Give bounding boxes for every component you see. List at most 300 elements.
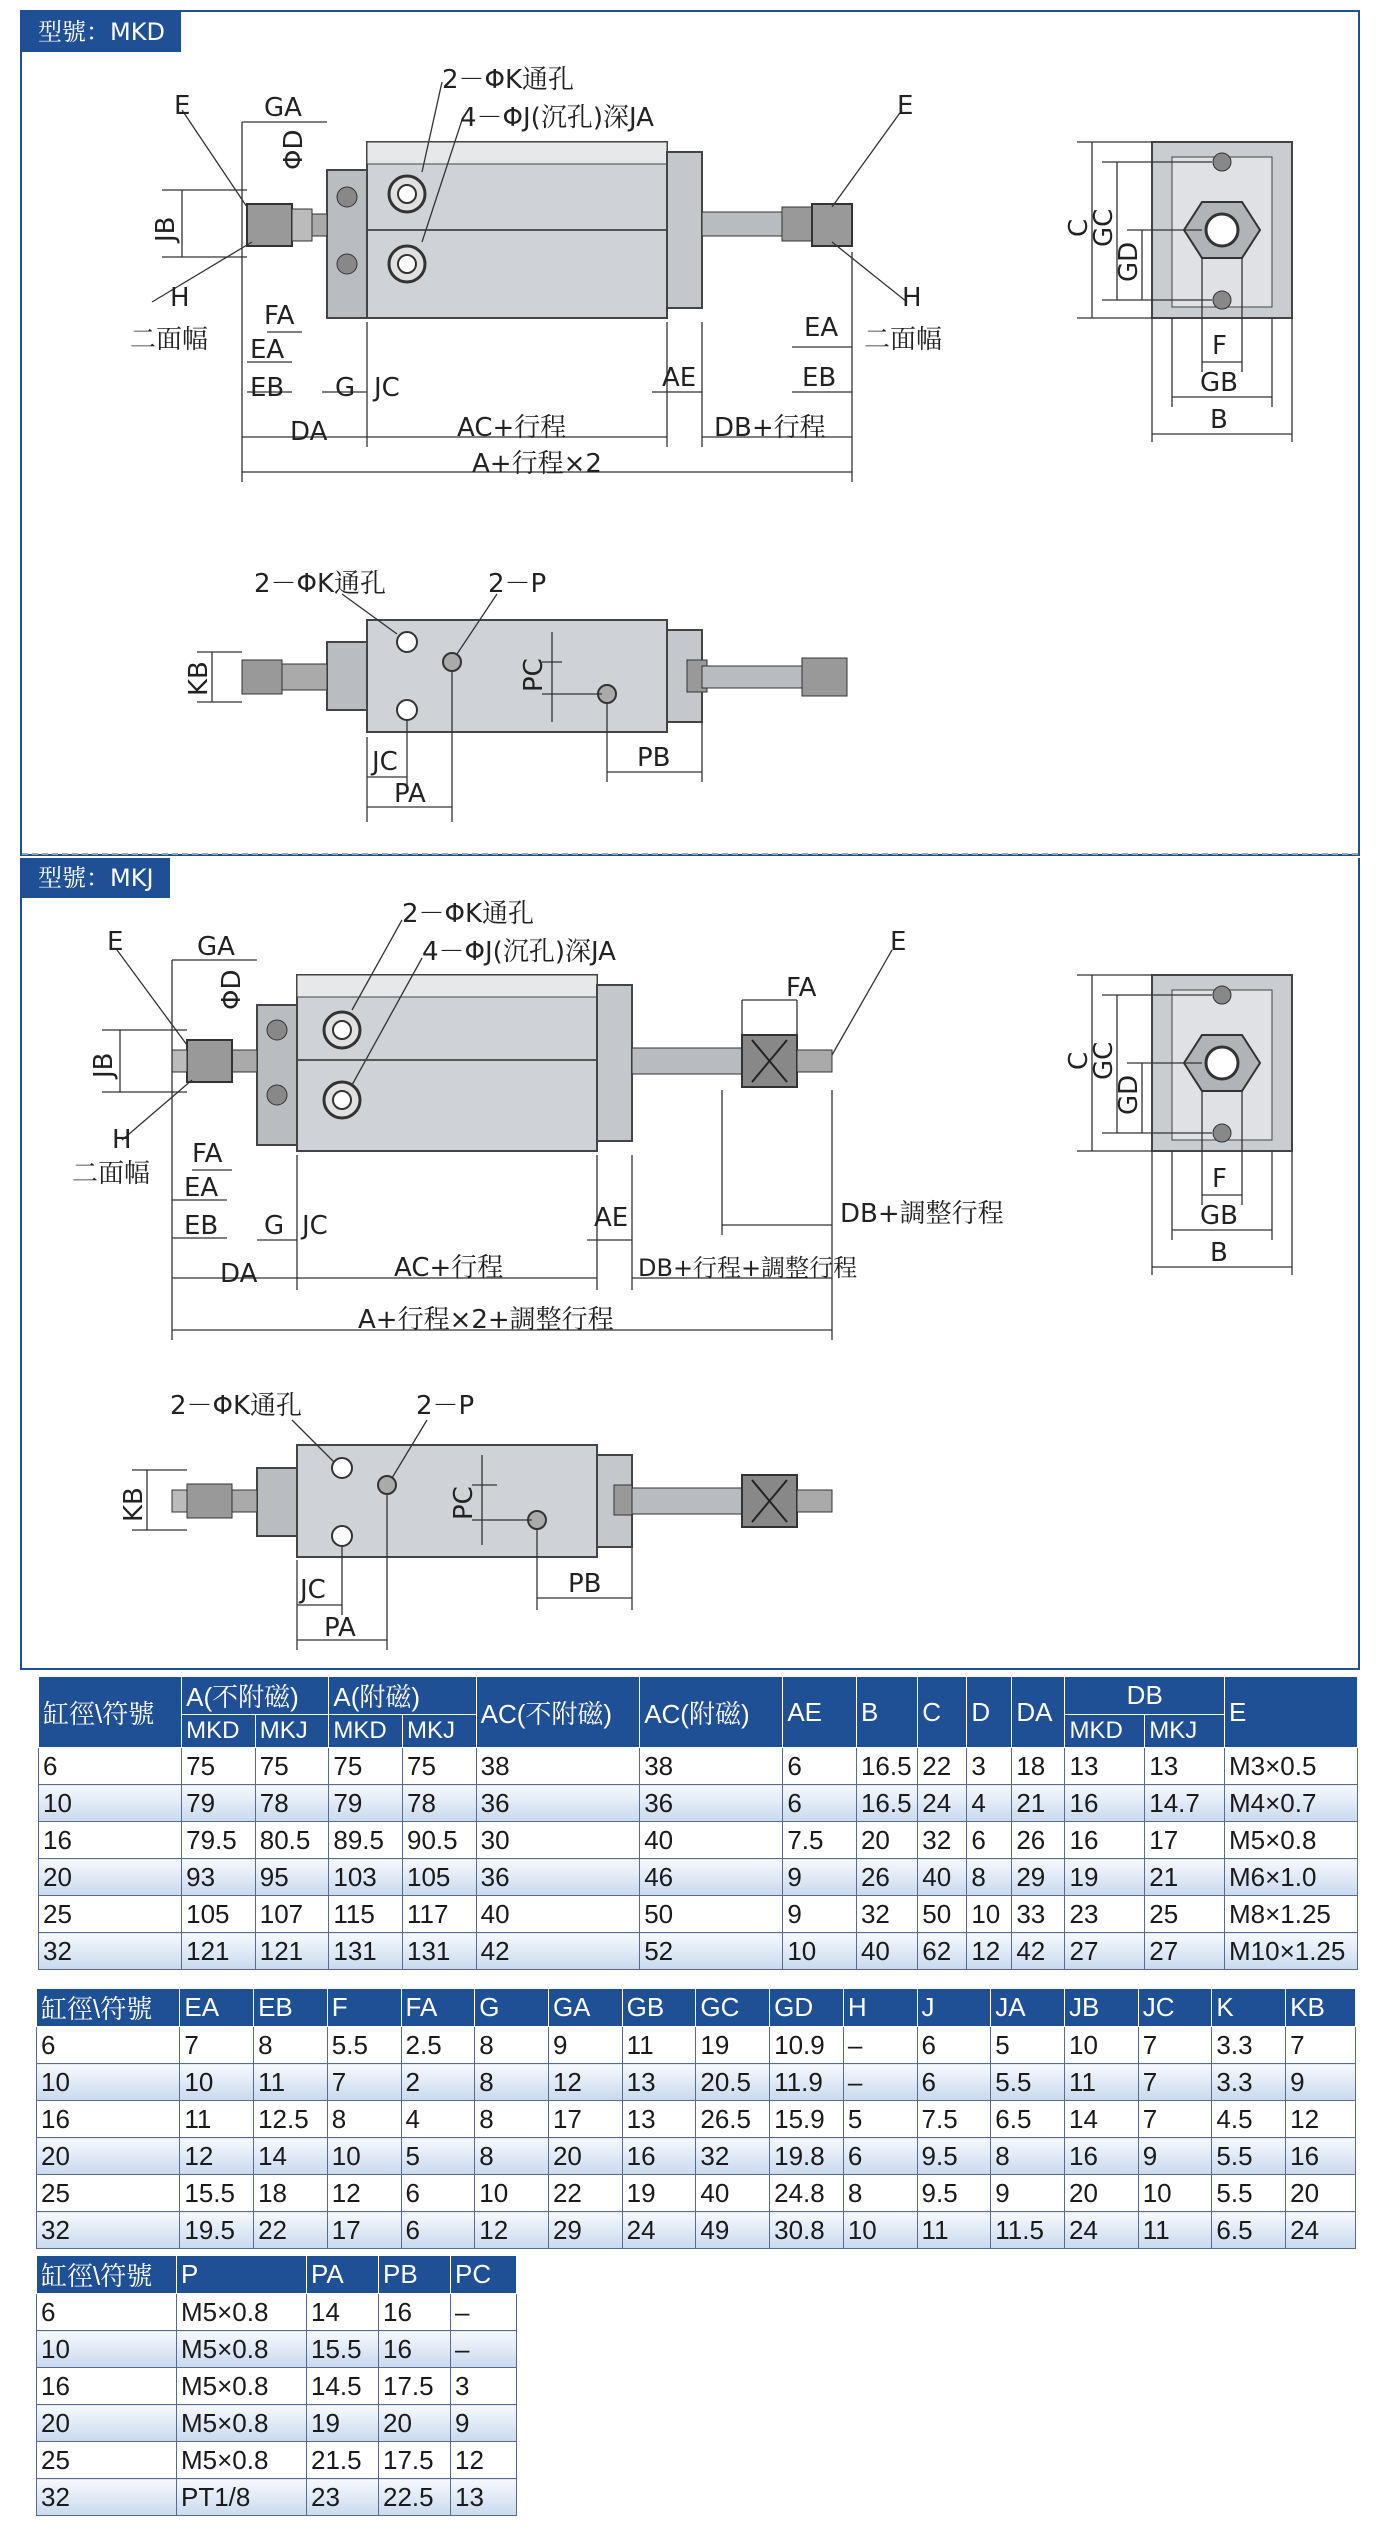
- dimension-table-1: [38, 1676, 1358, 1970]
- table2-cell: 19.5: [180, 2212, 254, 2249]
- section-mkj: [20, 858, 1360, 1966]
- table3-cell: 20: [37, 2405, 177, 2442]
- mkj-f-label: F: [1212, 1164, 1227, 1194]
- table1-cell: 131: [402, 1933, 476, 1970]
- table2-cell: 13: [622, 2064, 696, 2101]
- mkd-gc-label: GC: [1089, 208, 1119, 247]
- table2-header: K: [1212, 1989, 1286, 2027]
- table1-cell: 24: [918, 1785, 967, 1822]
- table2-cell: 12: [327, 2175, 401, 2212]
- dimension-table-3: [36, 2255, 517, 2516]
- table1-cell: 30: [476, 1822, 640, 1859]
- table1-cell: 18: [1012, 1748, 1065, 1785]
- table1-cell: 4: [967, 1785, 1012, 1822]
- table2-cell: 3.3: [1212, 2064, 1286, 2101]
- table1-cell: 25: [39, 1896, 182, 1933]
- mkj-pc-label: PC: [449, 1486, 479, 1520]
- mkj-h-label: H: [112, 1125, 132, 1155]
- table1-cell: 78: [402, 1785, 476, 1822]
- table1-cell: 14.7: [1145, 1785, 1225, 1822]
- table1-cell: 16: [1065, 1785, 1145, 1822]
- table2-cell: 7: [1138, 2064, 1212, 2101]
- table1-cell: 105: [402, 1859, 476, 1896]
- table2-header-row: [37, 1989, 1356, 2027]
- table2-cell: 8: [254, 2027, 328, 2064]
- table3-header: P: [177, 2256, 307, 2294]
- table3-cell: PT1/8: [177, 2479, 307, 2516]
- table2-cell: 16: [1064, 2138, 1138, 2175]
- mkd-jb-label: JB: [151, 216, 181, 242]
- table2-cell: 9: [548, 2027, 622, 2064]
- dimension-table-2: [36, 1988, 1356, 2249]
- table1-ae: AE: [783, 1677, 857, 1748]
- table2-header: KB: [1286, 1989, 1356, 2027]
- table2-cell: 4: [401, 2101, 475, 2138]
- mkd-a-label: A+行程×2: [472, 449, 602, 479]
- table3-cell: 20: [379, 2405, 451, 2442]
- table3-cell: 14: [307, 2294, 379, 2331]
- table1-cell: 46: [640, 1859, 783, 1896]
- mkj-fa-left-label: FA: [192, 1139, 223, 1169]
- table3-row: [37, 2331, 517, 2368]
- table2-cell: 6: [917, 2027, 991, 2064]
- table1-cell: 90.5: [402, 1822, 476, 1859]
- table3-cell: 22.5: [379, 2479, 451, 2516]
- mkj-gd-label: GD: [1114, 1074, 1144, 1115]
- table2-cell: 40: [696, 2175, 770, 2212]
- table2-cell: 20: [37, 2138, 180, 2175]
- table2-cell: 11.5: [991, 2212, 1065, 2249]
- table1-da: DA: [1012, 1677, 1065, 1748]
- table2-cell: 10: [1064, 2027, 1138, 2064]
- table1-cell: 16.5: [856, 1748, 917, 1785]
- table2-row: [37, 2138, 1356, 2175]
- table1-cell: 17: [1145, 1822, 1225, 1859]
- mkd-pb-label: PB: [637, 743, 671, 773]
- table2-cell: 12: [475, 2212, 549, 2249]
- table2-cell: 6: [401, 2212, 475, 2249]
- table1-cell: 79: [329, 1785, 403, 1822]
- table1-cell: 40: [856, 1933, 917, 1970]
- table3-header: 缸徑\符號: [37, 2256, 177, 2294]
- table2-cell: 12.5: [254, 2101, 328, 2138]
- table2-header: GD: [770, 1989, 844, 2027]
- mkj-pb-label: PB: [568, 1569, 602, 1599]
- mkj-eb-label: EB: [184, 1211, 219, 1241]
- table1-cell: 78: [255, 1785, 329, 1822]
- table3-cell: 12: [451, 2442, 517, 2479]
- table2-cell: 10: [843, 2212, 917, 2249]
- mkd-da-label: DA: [290, 417, 328, 447]
- table3-row: [37, 2294, 517, 2331]
- table1-cell: 20: [856, 1822, 917, 1859]
- table2-cell: 10: [1138, 2175, 1212, 2212]
- table2-cell: 22: [548, 2175, 622, 2212]
- table1-ac-mag: AC(附磁): [640, 1677, 783, 1748]
- mkj-top-p-label: 2－P: [416, 1391, 475, 1421]
- mkd-h-right-label: H: [902, 283, 922, 313]
- table2-cell: 9: [1138, 2138, 1212, 2175]
- mkj-gc-label: GC: [1089, 1041, 1119, 1080]
- table1-cell: 6: [783, 1748, 857, 1785]
- section-divider: [22, 853, 1358, 855]
- table1-cell: 115: [329, 1896, 403, 1933]
- mkd-ga-label: GA: [264, 93, 302, 123]
- table2-cell: 7: [180, 2027, 254, 2064]
- table1-cell: M3×0.5: [1224, 1748, 1357, 1785]
- table1-sub-mkj: MKJ: [1145, 1715, 1225, 1748]
- table2-cell: 10.9: [770, 2027, 844, 2064]
- table2-cell: 15.5: [180, 2175, 254, 2212]
- mkj-e-left-label: E: [107, 927, 124, 957]
- table2-cell: 14: [254, 2138, 328, 2175]
- table2-cell: 10: [475, 2175, 549, 2212]
- table3-cell: 17.5: [379, 2368, 451, 2405]
- table1-cell: 7.5: [783, 1822, 857, 1859]
- table2-header: GC: [696, 1989, 770, 2027]
- table3-cell: 16: [37, 2368, 177, 2405]
- table1-cell: 27: [1065, 1933, 1145, 1970]
- table1-row: [39, 1859, 1358, 1896]
- table1-row: [39, 1933, 1358, 1970]
- table1-cell: 16.5: [856, 1785, 917, 1822]
- mkd-db-label: DB+行程: [714, 413, 826, 443]
- table2-cell: 20: [1064, 2175, 1138, 2212]
- table1-cell: 75: [329, 1748, 403, 1785]
- mkd-b-label: B: [1210, 405, 1228, 435]
- table1-sub-mkj: MKJ: [255, 1715, 329, 1748]
- table2-cell: 4.5: [1212, 2101, 1286, 2138]
- mkd-eb-left-label: EB: [250, 373, 285, 403]
- mkj-ae-label: AE: [594, 1203, 629, 1233]
- table1-db: DB: [1065, 1677, 1225, 1715]
- table2-cell: 9.5: [917, 2138, 991, 2175]
- table1-cell: 19: [1065, 1859, 1145, 1896]
- table1-ac-plain: AC(不附磁): [476, 1677, 640, 1748]
- mkd-phid-label: ΦD: [279, 129, 309, 170]
- table3-row: [37, 2479, 517, 2516]
- table1-cell: M4×0.7: [1224, 1785, 1357, 1822]
- table1-cell: 10: [39, 1785, 182, 1822]
- table2-cell: 6.5: [1212, 2212, 1286, 2249]
- table3-cell: 15.5: [307, 2331, 379, 2368]
- mkj-a-label: A+行程×2+調整行程: [358, 1305, 614, 1335]
- table2-row: [37, 2212, 1356, 2249]
- table1-row: [39, 1896, 1358, 1933]
- table2-header: GA: [548, 1989, 622, 2027]
- table2-header: JA: [991, 1989, 1065, 2027]
- table1-cell: 21: [1145, 1859, 1225, 1896]
- table3-cell: M5×0.8: [177, 2294, 307, 2331]
- table2-cell: 26.5: [696, 2101, 770, 2138]
- table2-cell: 10: [180, 2064, 254, 2101]
- table2-cell: 6: [917, 2064, 991, 2101]
- table1-a-mag: A(附磁): [329, 1677, 476, 1715]
- table2-cell: 11: [254, 2064, 328, 2101]
- table3-cell: 9: [451, 2405, 517, 2442]
- table1-cell: 6: [967, 1822, 1012, 1859]
- table3-row: [37, 2368, 517, 2405]
- table3-cell: 23: [307, 2479, 379, 2516]
- table2-cell: 5.5: [1212, 2138, 1286, 2175]
- mkd-j-hole-label: 4－ΦJ(沉孔)深JA: [460, 103, 654, 133]
- table2-cell: 24: [1064, 2212, 1138, 2249]
- mkj-top-k-hole-label: 2－ΦK通孔: [170, 1391, 303, 1421]
- table1-cell: 21: [1012, 1785, 1065, 1822]
- table3-header: PC: [451, 2256, 517, 2294]
- table2-cell: 22: [254, 2212, 328, 2249]
- table1-cell: 42: [1012, 1933, 1065, 1970]
- mkd-eb-right-label: EB: [802, 363, 837, 393]
- table2-cell: 16: [622, 2138, 696, 2175]
- table2-cell: 11: [917, 2212, 991, 2249]
- table1-cell: 6: [39, 1748, 182, 1785]
- table1-cell: 29: [1012, 1859, 1065, 1896]
- table2-cell: 13: [622, 2101, 696, 2138]
- mkd-top-k-hole-label: 2－ΦK通孔: [254, 569, 387, 599]
- table1-cell: 121: [182, 1933, 256, 1970]
- table1-cell: 79: [182, 1785, 256, 1822]
- mkd-ea-left-label: EA: [250, 335, 285, 365]
- table1-cell: M6×1.0: [1224, 1859, 1357, 1896]
- mkj-top-jc-label: JC: [300, 1575, 326, 1605]
- mkd-top-jc-label: JC: [372, 747, 398, 777]
- table2-cell: 7: [1286, 2027, 1356, 2064]
- table2-cell: 6.5: [991, 2101, 1065, 2138]
- table1-cell: 33: [1012, 1896, 1065, 1933]
- table1-sub-mkj: MKJ: [402, 1715, 476, 1748]
- table1-cell: 9: [783, 1859, 857, 1896]
- table2-cell: 17: [327, 2212, 401, 2249]
- table1-cell: 12: [967, 1933, 1012, 1970]
- table1-cell: 42: [476, 1933, 640, 1970]
- table3-cell: 25: [37, 2442, 177, 2479]
- mkd-h-left-label: H: [170, 283, 190, 313]
- section-tag-mkd: 型號：MKD: [22, 12, 181, 52]
- table2-cell: 32: [37, 2212, 180, 2249]
- table1-b: B: [856, 1677, 917, 1748]
- table3-cell: 32: [37, 2479, 177, 2516]
- table1-cell: 26: [856, 1859, 917, 1896]
- table2-cell: 8: [475, 2027, 549, 2064]
- table1-sub-mkd: MKD: [1065, 1715, 1145, 1748]
- table1-cell: 13: [1065, 1748, 1145, 1785]
- table2-cell: 5.5: [1212, 2175, 1286, 2212]
- table1-cell: 16: [39, 1822, 182, 1859]
- table2-cell: 24: [1286, 2212, 1356, 2249]
- table1-cell: 32: [39, 1933, 182, 1970]
- table3-cell: 21.5: [307, 2442, 379, 2479]
- mkd-side-drawing: [22, 12, 1358, 854]
- mkj-ac-label: AC+行程: [394, 1253, 504, 1283]
- table2-cell: 6: [37, 2027, 180, 2064]
- table2-cell: 8: [327, 2101, 401, 2138]
- table2-cell: 6: [843, 2138, 917, 2175]
- table2-cell: 12: [1286, 2101, 1356, 2138]
- mkj-side-drawing: [22, 858, 1358, 1666]
- mkd-g-label: G: [335, 373, 356, 403]
- table2-row: [37, 2101, 1356, 2138]
- table1-cell: 79.5: [182, 1822, 256, 1859]
- mkd-jc-label: JC: [374, 373, 400, 403]
- table2-cell: 20.5: [696, 2064, 770, 2101]
- table1-cell: 23: [1065, 1896, 1145, 1933]
- table2-header: JC: [1138, 1989, 1212, 2027]
- table1-e: E: [1224, 1677, 1357, 1748]
- table1-corner: 缸徑\符號: [39, 1677, 182, 1748]
- mkd-ea-right-label: EA: [804, 313, 839, 343]
- table2-cell: 8: [475, 2064, 549, 2101]
- table1-cell: 103: [329, 1859, 403, 1896]
- table3-header: PA: [307, 2256, 379, 2294]
- table3-cell: 3: [451, 2368, 517, 2405]
- mkd-fa-label: FA: [264, 301, 295, 331]
- mkj-cylinder-side-view: [172, 975, 832, 1151]
- mkj-da-label: DA: [220, 1259, 258, 1289]
- table2-header: EA: [180, 1989, 254, 2027]
- section-mkd: [20, 10, 1360, 856]
- table2-cell: 8: [991, 2138, 1065, 2175]
- table2-cell: 11: [1138, 2212, 1212, 2249]
- table2-header: GB: [622, 1989, 696, 2027]
- table2-cell: 10: [327, 2138, 401, 2175]
- table2-cell: 9: [991, 2175, 1065, 2212]
- table2-header: FA: [401, 1989, 475, 2027]
- table2-cell: 2: [401, 2064, 475, 2101]
- mkj-b-label: B: [1210, 1238, 1228, 1268]
- table3-header: PB: [379, 2256, 451, 2294]
- section-tag-mkj: 型號：MKJ: [22, 858, 170, 898]
- table1-c: C: [918, 1677, 967, 1748]
- table2-cell: 5: [991, 2027, 1065, 2064]
- table3-row: [37, 2442, 517, 2479]
- table1-a-plain: A(不附磁): [182, 1677, 329, 1715]
- table2-header: F: [327, 1989, 401, 2027]
- table3-cell: 17.5: [379, 2442, 451, 2479]
- table1-cell: 36: [476, 1785, 640, 1822]
- table1-cell: 40: [918, 1859, 967, 1896]
- mkj-pa-label: PA: [324, 1613, 356, 1643]
- table1-cell: 75: [182, 1748, 256, 1785]
- table2-cell: 25: [37, 2175, 180, 2212]
- table1-cell: 20: [39, 1859, 182, 1896]
- mkd-ac-label: AC+行程: [457, 413, 567, 443]
- table1-cell: 22: [918, 1748, 967, 1785]
- table3-cell: 16: [379, 2294, 451, 2331]
- table2-cell: 8: [475, 2138, 549, 2175]
- mkd-e-left-label: E: [174, 91, 191, 121]
- table1-row: [39, 1785, 1358, 1822]
- table2-cell: 9.5: [917, 2175, 991, 2212]
- table2-cell: –: [843, 2027, 917, 2064]
- table3-cell: 6: [37, 2294, 177, 2331]
- table2-cell: 7: [327, 2064, 401, 2101]
- table1-cell: 3: [967, 1748, 1012, 1785]
- table2-cell: 20: [548, 2138, 622, 2175]
- mkj-e-right-label: E: [890, 927, 907, 957]
- table1-cell: 52: [640, 1933, 783, 1970]
- table3-cell: –: [451, 2294, 517, 2331]
- table1-cell: 25: [1145, 1896, 1225, 1933]
- table2-cell: 5.5: [991, 2064, 1065, 2101]
- table2-header: 缸徑\符號: [37, 1989, 180, 2027]
- mkj-phid-label: ΦD: [217, 969, 247, 1010]
- table1-cell: 50: [640, 1896, 783, 1933]
- table2-cell: 2.5: [401, 2027, 475, 2064]
- table1-cell: 6: [783, 1785, 857, 1822]
- table2-row: [37, 2027, 1356, 2064]
- table2-cell: 12: [548, 2064, 622, 2101]
- mkd-top-p-label: 2－P: [488, 569, 547, 599]
- mkj-top-view: [172, 1445, 832, 1557]
- table2-cell: 3.3: [1212, 2027, 1286, 2064]
- table3-cell: M5×0.8: [177, 2368, 307, 2405]
- table1-cell: 10: [967, 1896, 1012, 1933]
- table1-cell: 8: [967, 1859, 1012, 1896]
- mkd-k-hole-label: 2－ΦK通孔: [442, 65, 575, 95]
- mkd-flat-right-label: 二面幅: [864, 325, 943, 355]
- table3-cell: M5×0.8: [177, 2331, 307, 2368]
- table2-cell: 16: [1286, 2138, 1356, 2175]
- table1-cell: 40: [476, 1896, 640, 1933]
- table1-cell: 32: [856, 1896, 917, 1933]
- table1-cell: 75: [255, 1748, 329, 1785]
- table2-cell: 7: [1138, 2101, 1212, 2138]
- table1-cell: 62: [918, 1933, 967, 1970]
- mkd-e-right-label: E: [897, 91, 914, 121]
- table2-cell: 19.8: [770, 2138, 844, 2175]
- table2-cell: 5: [401, 2138, 475, 2175]
- table2-cell: 14: [1064, 2101, 1138, 2138]
- table2-cell: 19: [696, 2027, 770, 2064]
- table2-cell: 6: [401, 2175, 475, 2212]
- table2-header: JB: [1064, 1989, 1138, 2027]
- table3-cell: 10: [37, 2331, 177, 2368]
- table3-row: [37, 2405, 517, 2442]
- mkd-flat-left-label: 二面幅: [130, 325, 209, 355]
- table2-cell: 29: [548, 2212, 622, 2249]
- table1-cell: 9: [783, 1896, 857, 1933]
- table2-cell: 17: [548, 2101, 622, 2138]
- table1-cell: 13: [1145, 1748, 1225, 1785]
- table1-cell: 36: [640, 1785, 783, 1822]
- table2-cell: 15.9: [770, 2101, 844, 2138]
- mkd-gb-label: GB: [1200, 368, 1238, 398]
- table3-cell: 16: [379, 2331, 451, 2368]
- table1-row: [39, 1822, 1358, 1859]
- table1-cell: 32: [918, 1822, 967, 1859]
- mkj-j-hole-label: 4－ΦJ(沉孔)深JA: [422, 937, 616, 967]
- table2-cell: 30.8: [770, 2212, 844, 2249]
- table1-cell: M10×1.25: [1224, 1933, 1357, 1970]
- table1-cell: 26: [1012, 1822, 1065, 1859]
- table2-header: J: [917, 1989, 991, 2027]
- table1-row: [39, 1748, 1358, 1785]
- table1-cell: 36: [476, 1859, 640, 1896]
- table2-row: [37, 2064, 1356, 2101]
- mkj-c-label: C: [1064, 1051, 1094, 1070]
- table2-cell: 9: [1286, 2064, 1356, 2101]
- table2-cell: 19: [622, 2175, 696, 2212]
- table2-cell: 49: [696, 2212, 770, 2249]
- table2-cell: 12: [180, 2138, 254, 2175]
- table1-cell: 89.5: [329, 1822, 403, 1859]
- table3-cell: –: [451, 2331, 517, 2368]
- mkd-kb-label: KB: [184, 661, 214, 696]
- mkj-ga-label: GA: [197, 932, 235, 962]
- table2-cell: 5.5: [327, 2027, 401, 2064]
- mkj-ea-label: EA: [184, 1173, 219, 1203]
